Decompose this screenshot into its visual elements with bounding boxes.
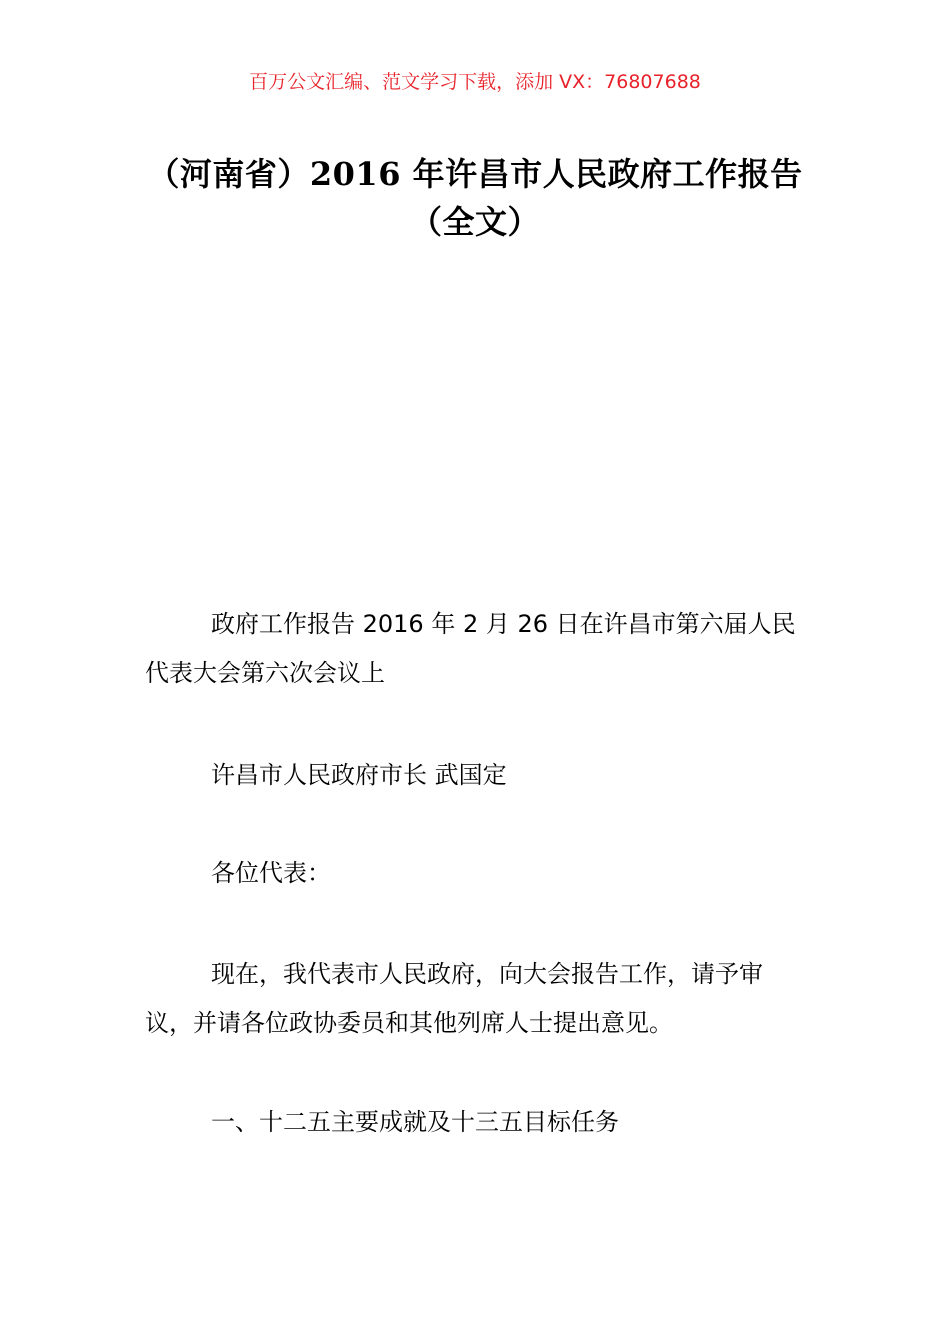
opening-paragraph: 现在，我代表市人民政府，向大会报告工作，请予审议，并请各位政协委员和其他列席人士提出意见。 [145,960,763,1037]
report-date-venue: 政府工作报告 2016 年 2 月 26 日在许昌市第六届人民代表大会第六次会议上 [145,610,796,687]
document-title: （河南省）2016 年许昌市人民政府工作报告（全文） [147,155,803,241]
report-author: 许昌市人民政府市长 武国定 [211,761,507,789]
section-heading: 一、十二五主要成就及十三五目标任务 [211,1108,619,1136]
salutation: 各位代表： [211,859,331,887]
download-promo-note: 百万公文汇编、范文学习下载，添加 VX：76807688 [249,71,701,93]
